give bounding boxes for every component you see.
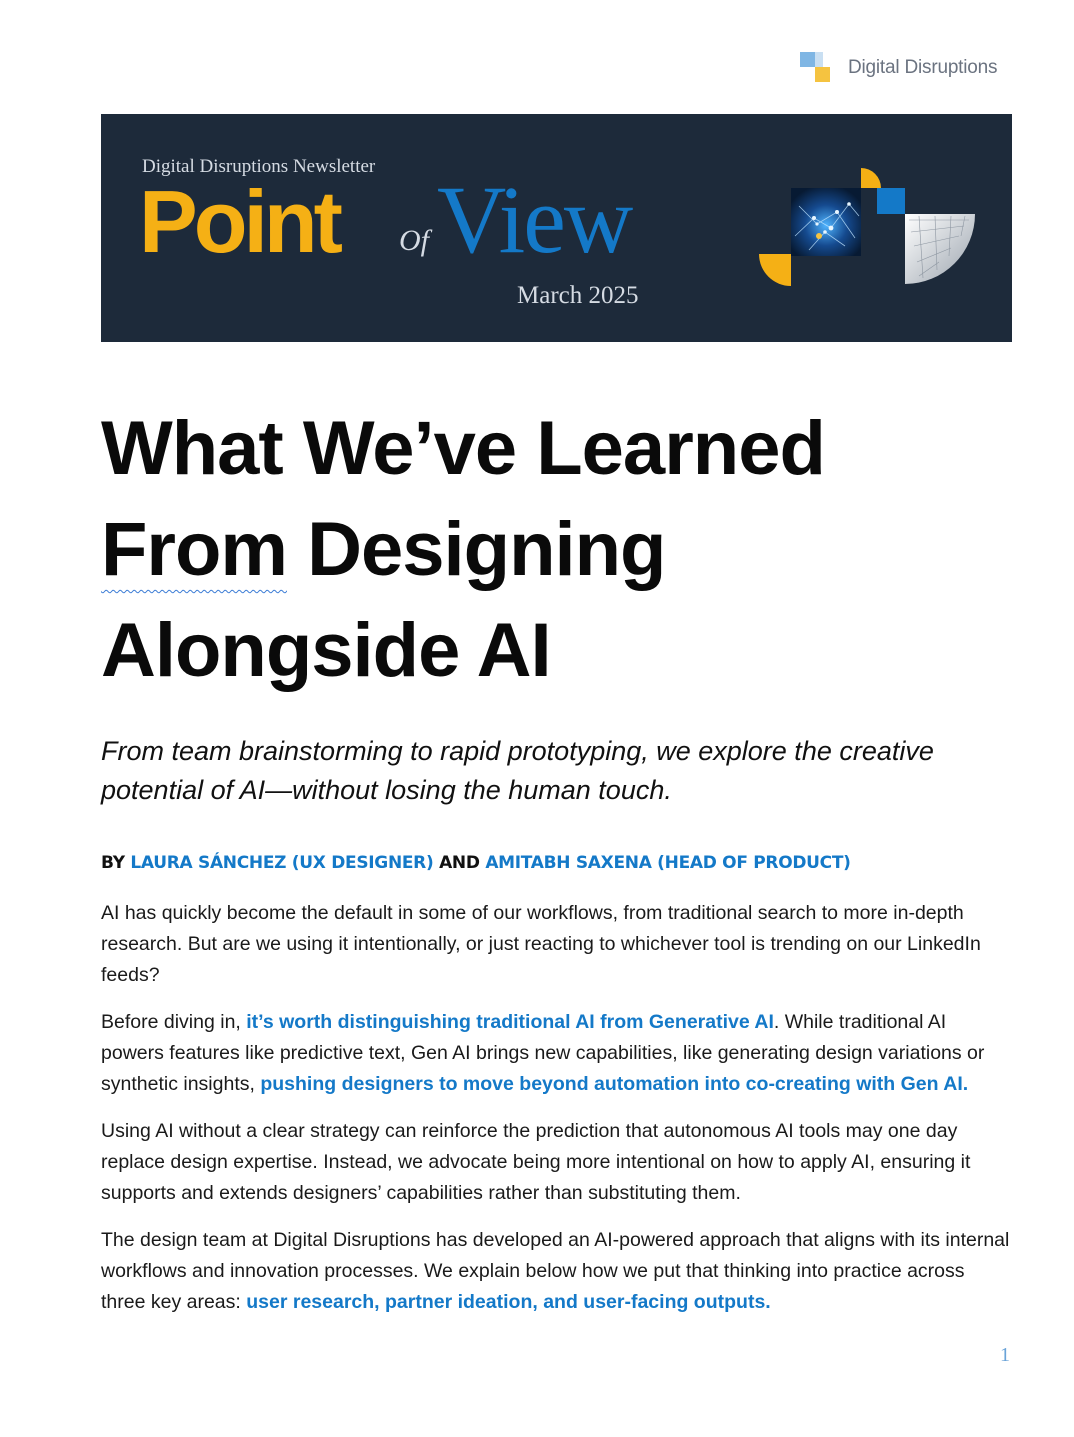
paragraph-2 (101, 1007, 1013, 1100)
paragraph-3: Using AI without a clear strategy can reinforce the prediction that autonomous AI tools may one day replace design expertise. Instead, we advocate being more intentional on how to apply AI, ensuring it supports and extends designers’ capabilities rather than substituting them. (101, 1120, 971, 1204)
banner-title-point: Point (139, 172, 339, 271)
author-link-amitabh[interactable]: AMITABH SAXENA (HEAD OF PRODUCT) (485, 853, 851, 873)
issue-date: March 2025 (517, 282, 639, 309)
byline-by: BY (101, 853, 125, 873)
banner-title-of: Of (399, 224, 429, 257)
article-subhead: From team brainstorming to rapid prototyping, we explore the creative potential of AI—without losing the human touch. (101, 736, 934, 805)
paragraph-2-text-2: . While traditional AI powers features like predictive text, Gen AI brings new capabilities, like generating design variations or synthetic insights, (101, 1011, 985, 1095)
page-number: 1 (1000, 1344, 1010, 1366)
paragraph-4 (101, 1225, 1013, 1318)
headline-line-2-rest: Designing (307, 507, 666, 592)
newsletter-title: Digital Disruptions Newsletter (142, 156, 376, 177)
link-co-creating-with-gen-ai[interactable]: pushing designers to move beyond automation into co-creating with Gen AI. (260, 1073, 969, 1095)
author-link-laura[interactable]: LAURA SÁNCHEZ (UX DESIGNER) (130, 853, 434, 873)
headline-line-1: What We’ve Learned (101, 406, 825, 491)
byline (101, 853, 1021, 873)
paragraph-1: AI has quickly become the default in some of our workflows, from traditional search to more in-depth research. But are we using it intentionally, or just reacting to whichever tool is trending on our LinkedIn feeds? (101, 902, 981, 986)
brand-logo (800, 50, 1020, 84)
article-headline (101, 398, 1021, 701)
squares-logo-icon (800, 50, 834, 84)
newsletter-banner (101, 114, 1012, 342)
logo-text: Digital Disruptions (848, 57, 998, 78)
link-three-key-areas[interactable]: user research, partner ideation, and user-facing outputs. (246, 1291, 771, 1313)
spellcheck-underlined-word: From (101, 507, 287, 592)
banner-title-view: View (437, 166, 632, 273)
abstract-tiles-art-icon (759, 166, 979, 294)
byline-and: AND (439, 853, 480, 873)
paragraph-2-text-1: Before diving in, (101, 1011, 247, 1033)
article-body (101, 898, 1013, 1334)
paragraph-4-text-1: The design team at Digital Disruptions has developed an AI-powered approach that aligns with its internal workflows and innovation processes. We explain below how we put that thinking into practice across three key areas: (101, 1229, 1010, 1313)
headline-line-2 (101, 499, 1021, 600)
headline-line-3: Alongside AI (101, 608, 551, 693)
link-traditional-vs-generative-ai[interactable]: it’s worth distinguishing traditional AI from Generative AI (246, 1011, 774, 1033)
